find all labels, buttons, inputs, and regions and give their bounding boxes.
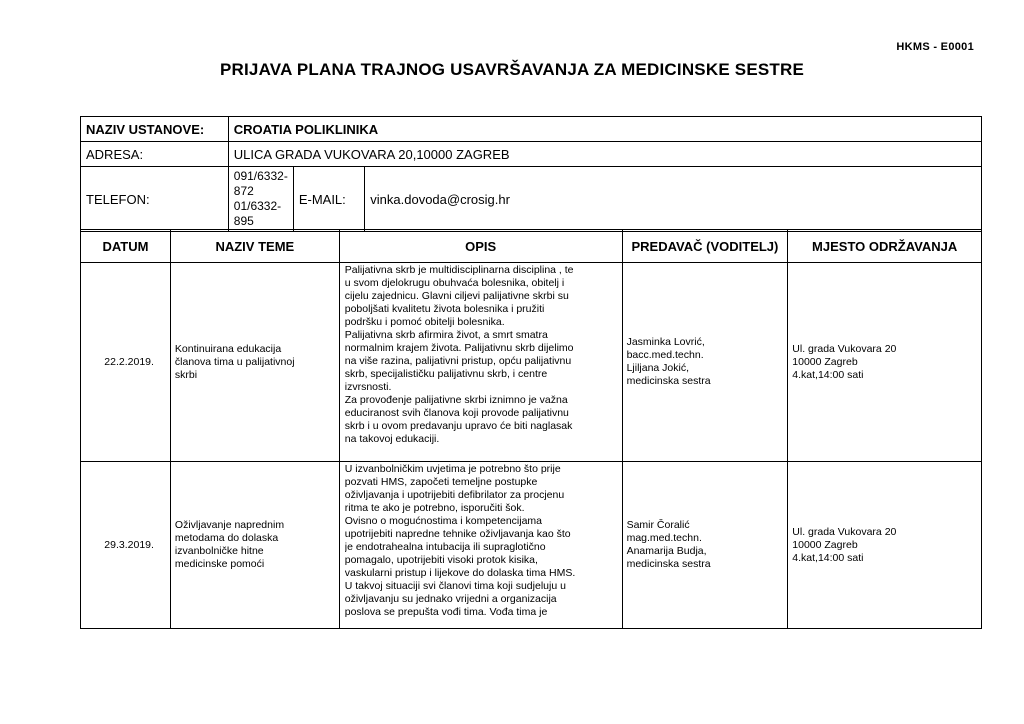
- description-line: Palijativna skrb je multidisciplinarna disciplina , te: [344, 264, 574, 276]
- description-line: Palijativna skrb afirmira život, a smrt smatra: [344, 329, 548, 341]
- description-line: na više razina, palijativni pristup, opću palijativnu: [344, 355, 572, 367]
- topic-line: Kontinuirana edukacija: [174, 342, 282, 355]
- header-topic: NAZIV TEME: [170, 230, 339, 263]
- description-line: ritma te ako je potrebno, isporučiti šok.: [344, 502, 525, 514]
- document-code: HKMS - E0001: [896, 41, 974, 53]
- email-value: vinka.dovoda@crosig.hr: [365, 167, 982, 232]
- header-lecturer: PREDAVAČ (VODITELJ): [622, 230, 788, 263]
- topic-line: članova tima u palijativnoj: [174, 355, 295, 368]
- lecturer-line: Ljiljana Jokić,: [626, 362, 690, 374]
- table-row: [81, 263, 982, 462]
- institution-table: [80, 116, 982, 232]
- topic-line: skrbi: [174, 368, 198, 381]
- row-lecturer: [622, 263, 788, 462]
- location-line: 4.kat,14:00 sati: [792, 551, 864, 564]
- description-line: skrb, specijalističku palijativnu skrb, i centre: [344, 368, 548, 380]
- description-line: educiranost svih članova koji provode palijativnu: [344, 407, 569, 419]
- lecturer-line: Jasminka Lovrić,: [626, 336, 705, 348]
- lecturer-line: medicinska sestra: [626, 558, 711, 570]
- header-location: MJESTO ODRŽAVANJA: [788, 230, 982, 263]
- row-description: [339, 263, 622, 462]
- phone-values: [228, 167, 293, 232]
- header-date: DATUM: [81, 230, 171, 263]
- description-line: upotrijebiti napredne tehnike oživljavanja kao što: [344, 528, 571, 540]
- description-line: Za provođenje palijativne skrbi iznimno je važna: [344, 394, 568, 406]
- phone-value-1: 091/6332-872: [233, 169, 288, 198]
- description-line: normalnim krajem života. Palijativnu skrb dijelimo: [344, 342, 574, 354]
- lecturer-line: Anamarija Budja,: [626, 545, 707, 557]
- lecturer-line: medicinska sestra: [626, 375, 711, 387]
- row-date: 29.3.2019.: [81, 462, 171, 629]
- description-line: oživljavanju su jednako vrijedni a organizacija: [344, 593, 557, 605]
- row-topic: [170, 263, 339, 462]
- lecturer-line: Samir Čoralić: [626, 519, 690, 531]
- phone-label: TELEFON:: [81, 167, 229, 232]
- lecturer-line: bacc.med.techn.: [626, 349, 704, 361]
- row-date: 22.2.2019.: [81, 263, 171, 462]
- address-value: ULICA GRADA VUKOVARA 20,10000 ZAGREB: [228, 142, 981, 167]
- description-line: je endotrahealna intubacija ili supraglotično: [344, 541, 546, 553]
- description-line: podršku i pomoć obitelji bolesnika.: [344, 316, 505, 328]
- location-line: Ul. grada Vukovara 20: [792, 342, 897, 355]
- address-label: ADRESA:: [81, 142, 229, 167]
- topic-line: Oživljavanje naprednim: [174, 519, 285, 531]
- description-line: na takovoj edukaciji.: [344, 433, 440, 445]
- row-location: [788, 462, 982, 629]
- header-description: OPIS: [339, 230, 622, 263]
- description-line: skrb i u ovom predavanju upravo će biti naglasak: [344, 420, 573, 432]
- description-line: oživljavanja i upotrijebiti defibrilator za procjenu: [344, 489, 565, 501]
- row-description: [339, 462, 622, 629]
- description-line: poslova se prepušta vođi tima. Vođa tima je: [344, 606, 548, 618]
- location-line: 10000 Zagreb: [792, 355, 858, 368]
- description-line: Ovisno o mogućnostima i kompetencijama: [344, 515, 543, 527]
- description-line: vaskularni pristup i lijekove do dolaska tima HMS.: [344, 567, 576, 579]
- description-line: U izvanbolničkim uvjetima je potrebno što prije: [344, 463, 561, 475]
- email-label: E-MAIL:: [293, 167, 364, 232]
- row-lecturer: [622, 462, 788, 629]
- description-line: pomagalo, upotrijebiti visoki protok kisika,: [344, 554, 538, 566]
- location-line: 10000 Zagreb: [792, 538, 858, 551]
- location-line: 4.kat,14:00 sati: [792, 368, 864, 381]
- topic-line: medicinske pomoći: [174, 558, 265, 570]
- description-line: pozvati HMS, započeti temeljne postupke: [344, 476, 538, 488]
- description-line: u svom djelokrugu obuhvaća bolesnika, obitelj i: [344, 277, 565, 289]
- institution-name-value: CROATIA POLIKLINIKA: [228, 117, 981, 142]
- description-line: U takvoj situaciji svi članovi tima koji sudjeluju u: [344, 580, 566, 592]
- row-location: [788, 263, 982, 462]
- location-line: Ul. grada Vukovara 20: [792, 525, 897, 538]
- row-topic: [170, 462, 339, 629]
- plan-table-header: [81, 230, 982, 263]
- phone-value-2: 01/6332-895: [233, 199, 282, 228]
- education-plan-table: [80, 229, 982, 629]
- topic-line: metodama do dolaska: [174, 532, 279, 544]
- description-line: izvrsnosti.: [344, 381, 392, 393]
- document-title: PRIJAVA PLANA TRAJNOG USAVRŠAVANJA ZA MEDICINSKE SESTRE: [219, 60, 805, 79]
- description-line: cijelu zajednicu. Glavni ciljevi palijativne skrbi su: [344, 290, 569, 302]
- institution-name-label: NAZIV USTANOVE:: [81, 117, 229, 142]
- table-row: [81, 462, 982, 629]
- lecturer-line: mag.med.techn.: [626, 532, 702, 544]
- topic-line: izvanbolničke hitne: [174, 545, 264, 557]
- description-line: poboljšati kvalitetu života bolesnika i pružiti: [344, 303, 545, 315]
